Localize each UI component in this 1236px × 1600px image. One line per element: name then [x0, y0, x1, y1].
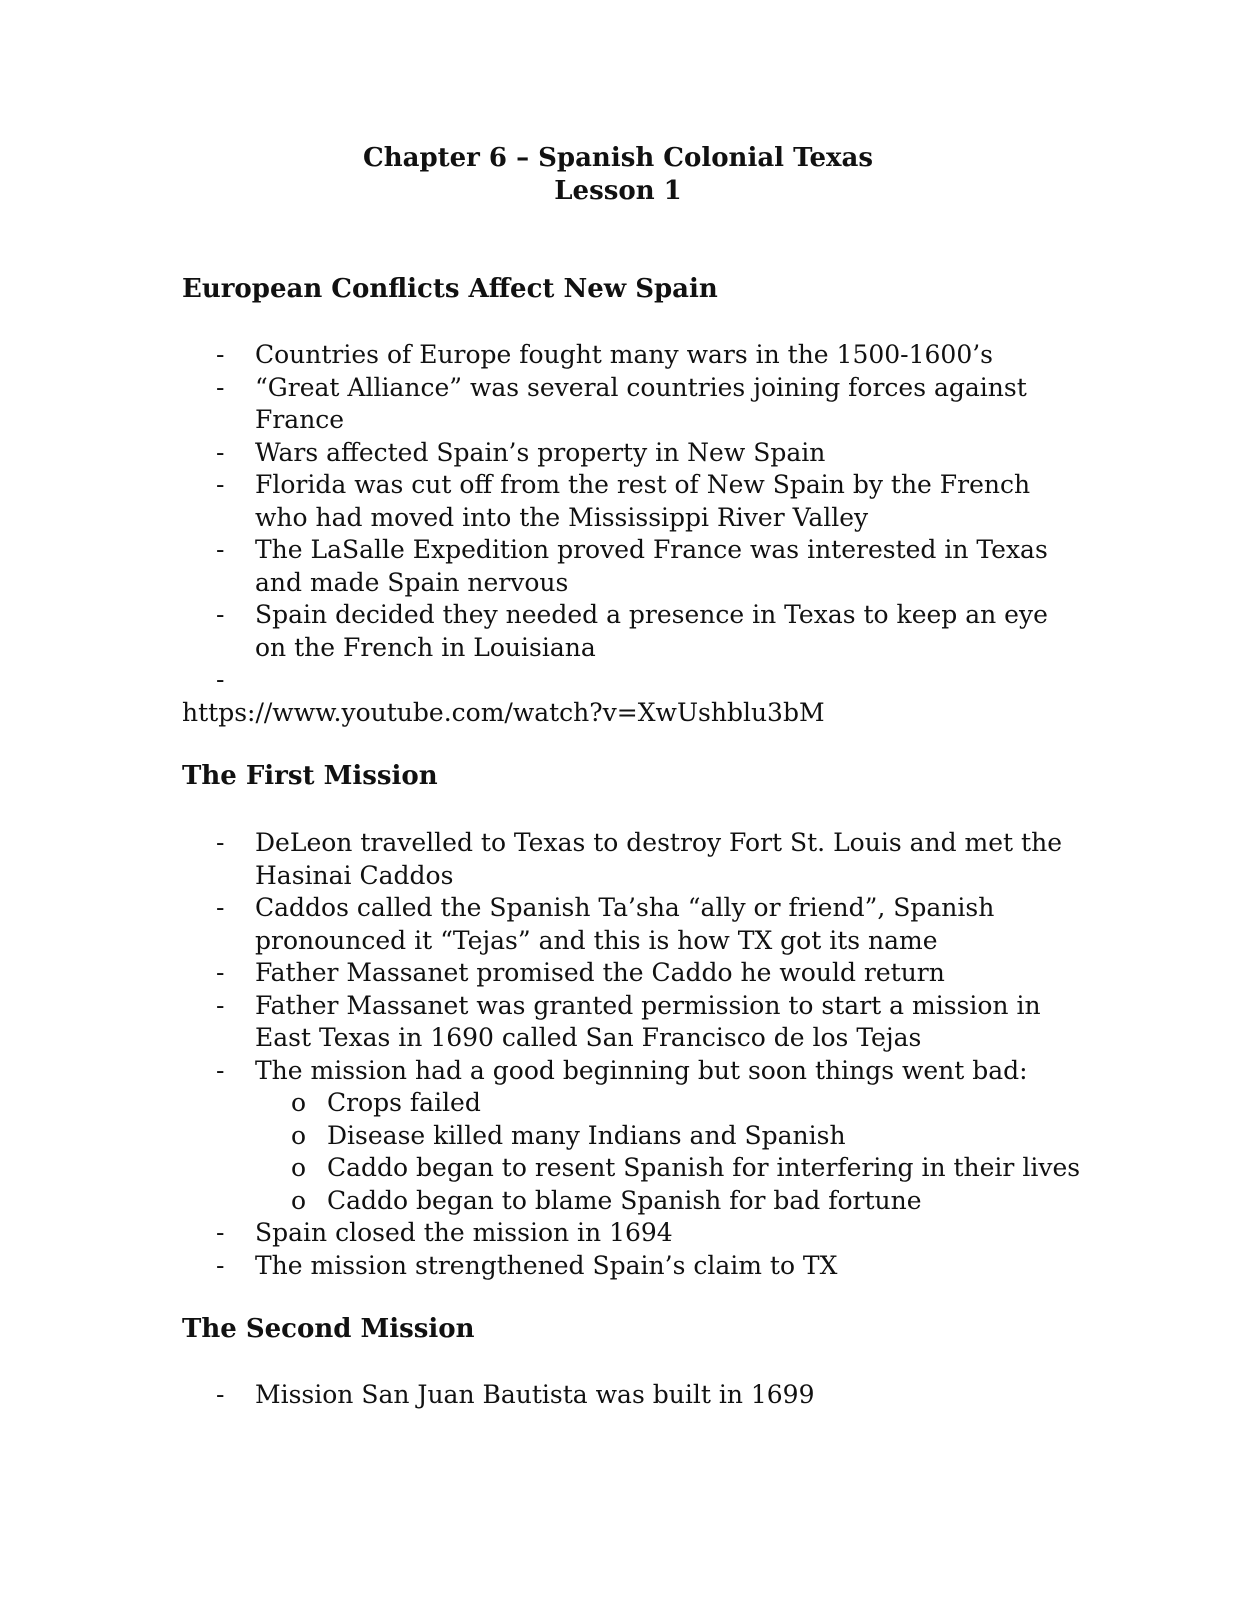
list-item-text: The mission strengthened Spain’s claim to TX — [255, 1250, 838, 1280]
dash-marker: - — [216, 535, 225, 564]
title-block — [0, 142, 1236, 208]
sub-list-item-text: Crops failed — [327, 1088, 481, 1117]
chapter-title: Chapter 6 – Spanish Colonial Texas — [363, 143, 873, 173]
list-item-text: Caddos called the Spanish Ta’sha “ally or friend”, Spanish pronounced it “Tejas” and this is how TX got its name — [255, 893, 995, 955]
dash-marker: - — [216, 437, 225, 467]
lesson-subtitle: Lesson 1 — [554, 176, 682, 206]
list-item — [182, 437, 1082, 470]
dash-marker: - — [216, 893, 225, 922]
list-item-text: Father Massanet promised the Caddo he would return — [255, 958, 945, 987]
sub-bullet-list — [255, 1087, 1082, 1217]
list-item-text: DeLeon travelled to Texas to destroy Fort St. Louis and met the Hasinai Caddos — [255, 828, 1062, 890]
list-item-empty — [182, 664, 1082, 697]
list-item-text: “Great Alliance” was several countries joining forces against France — [255, 372, 1027, 434]
list-item-text: Father Massanet was granted permission to start a mission in East Texas in 1690 called San Francisco de los Tejas — [255, 990, 1041, 1052]
list-item — [182, 1055, 1082, 1218]
list-item — [182, 827, 1082, 892]
circle-marker: o — [291, 1185, 307, 1215]
list-item-text: Mission San Juan Bautista was built in 1699 — [255, 1380, 815, 1409]
circle-marker: o — [291, 1088, 307, 1117]
list-item — [182, 990, 1082, 1055]
bullet-list-european-conflicts — [182, 339, 1082, 697]
sub-list-item-text: Caddo began to blame Spanish for bad fortune — [327, 1185, 922, 1215]
list-item-text: Spain closed the mission in 1694 — [255, 1218, 673, 1247]
list-item-text: Florida was cut off from the rest of New Spain by the French who had moved into the Mississippi River Valley — [255, 470, 1031, 532]
list-item — [182, 534, 1082, 599]
dash-marker: - — [216, 665, 225, 694]
list-item-text: The LaSalle Expedition proved France was interested in Texas and made Spain nervous — [255, 535, 1048, 597]
list-item-text: Wars affected Spain’s property in New Spain — [255, 437, 826, 467]
list-item — [182, 599, 1082, 664]
list-item — [182, 1250, 1082, 1283]
section-heading-second-mission: The Second Mission — [182, 1314, 475, 1344]
list-item-text: Countries of Europe fought many wars in the 1500-1600’s — [255, 340, 994, 369]
dash-marker: - — [216, 470, 225, 499]
list-item — [182, 957, 1082, 990]
dash-marker: - — [216, 340, 225, 369]
dash-marker: - — [216, 1218, 225, 1247]
youtube-link[interactable]: https://www.youtube.com/watch?v=XwUshblu3bM — [182, 698, 825, 727]
dash-marker: - — [216, 958, 225, 987]
list-item-text: Spain decided they needed a presence in Texas to keep an eye on the French in Louisiana — [255, 600, 1048, 662]
list-item — [182, 339, 1082, 372]
list-item — [182, 1379, 1082, 1412]
list-item — [182, 469, 1082, 534]
dash-marker: - — [216, 1380, 225, 1409]
sub-list-item — [255, 1087, 1082, 1120]
list-item — [182, 1217, 1082, 1250]
dash-marker: - — [216, 1250, 225, 1280]
dash-marker: - — [216, 828, 225, 857]
circle-marker: o — [291, 1120, 307, 1150]
section-heading-first-mission: The First Mission — [182, 761, 438, 791]
sub-list-item — [255, 1120, 1082, 1153]
list-item — [182, 892, 1082, 957]
list-item — [182, 372, 1082, 437]
bullet-list-first-mission — [182, 827, 1082, 1282]
list-item-text: The mission had a good beginning but soon things went bad: — [255, 1055, 1028, 1085]
section-heading-european-conflicts: European Conflicts Affect New Spain — [182, 274, 718, 304]
dash-marker: - — [216, 1055, 225, 1085]
dash-marker: - — [216, 600, 225, 629]
sub-list-item-text: Disease killed many Indians and Spanish — [327, 1120, 846, 1150]
sub-list-item-text: Caddo began to resent Spanish for interfering in their lives — [327, 1153, 1081, 1182]
dash-marker: - — [216, 372, 225, 402]
sub-list-item — [255, 1152, 1082, 1185]
circle-marker: o — [291, 1153, 307, 1182]
bullet-list-second-mission — [182, 1379, 1082, 1412]
sub-list-item — [255, 1185, 1082, 1218]
dash-marker: - — [216, 990, 225, 1020]
